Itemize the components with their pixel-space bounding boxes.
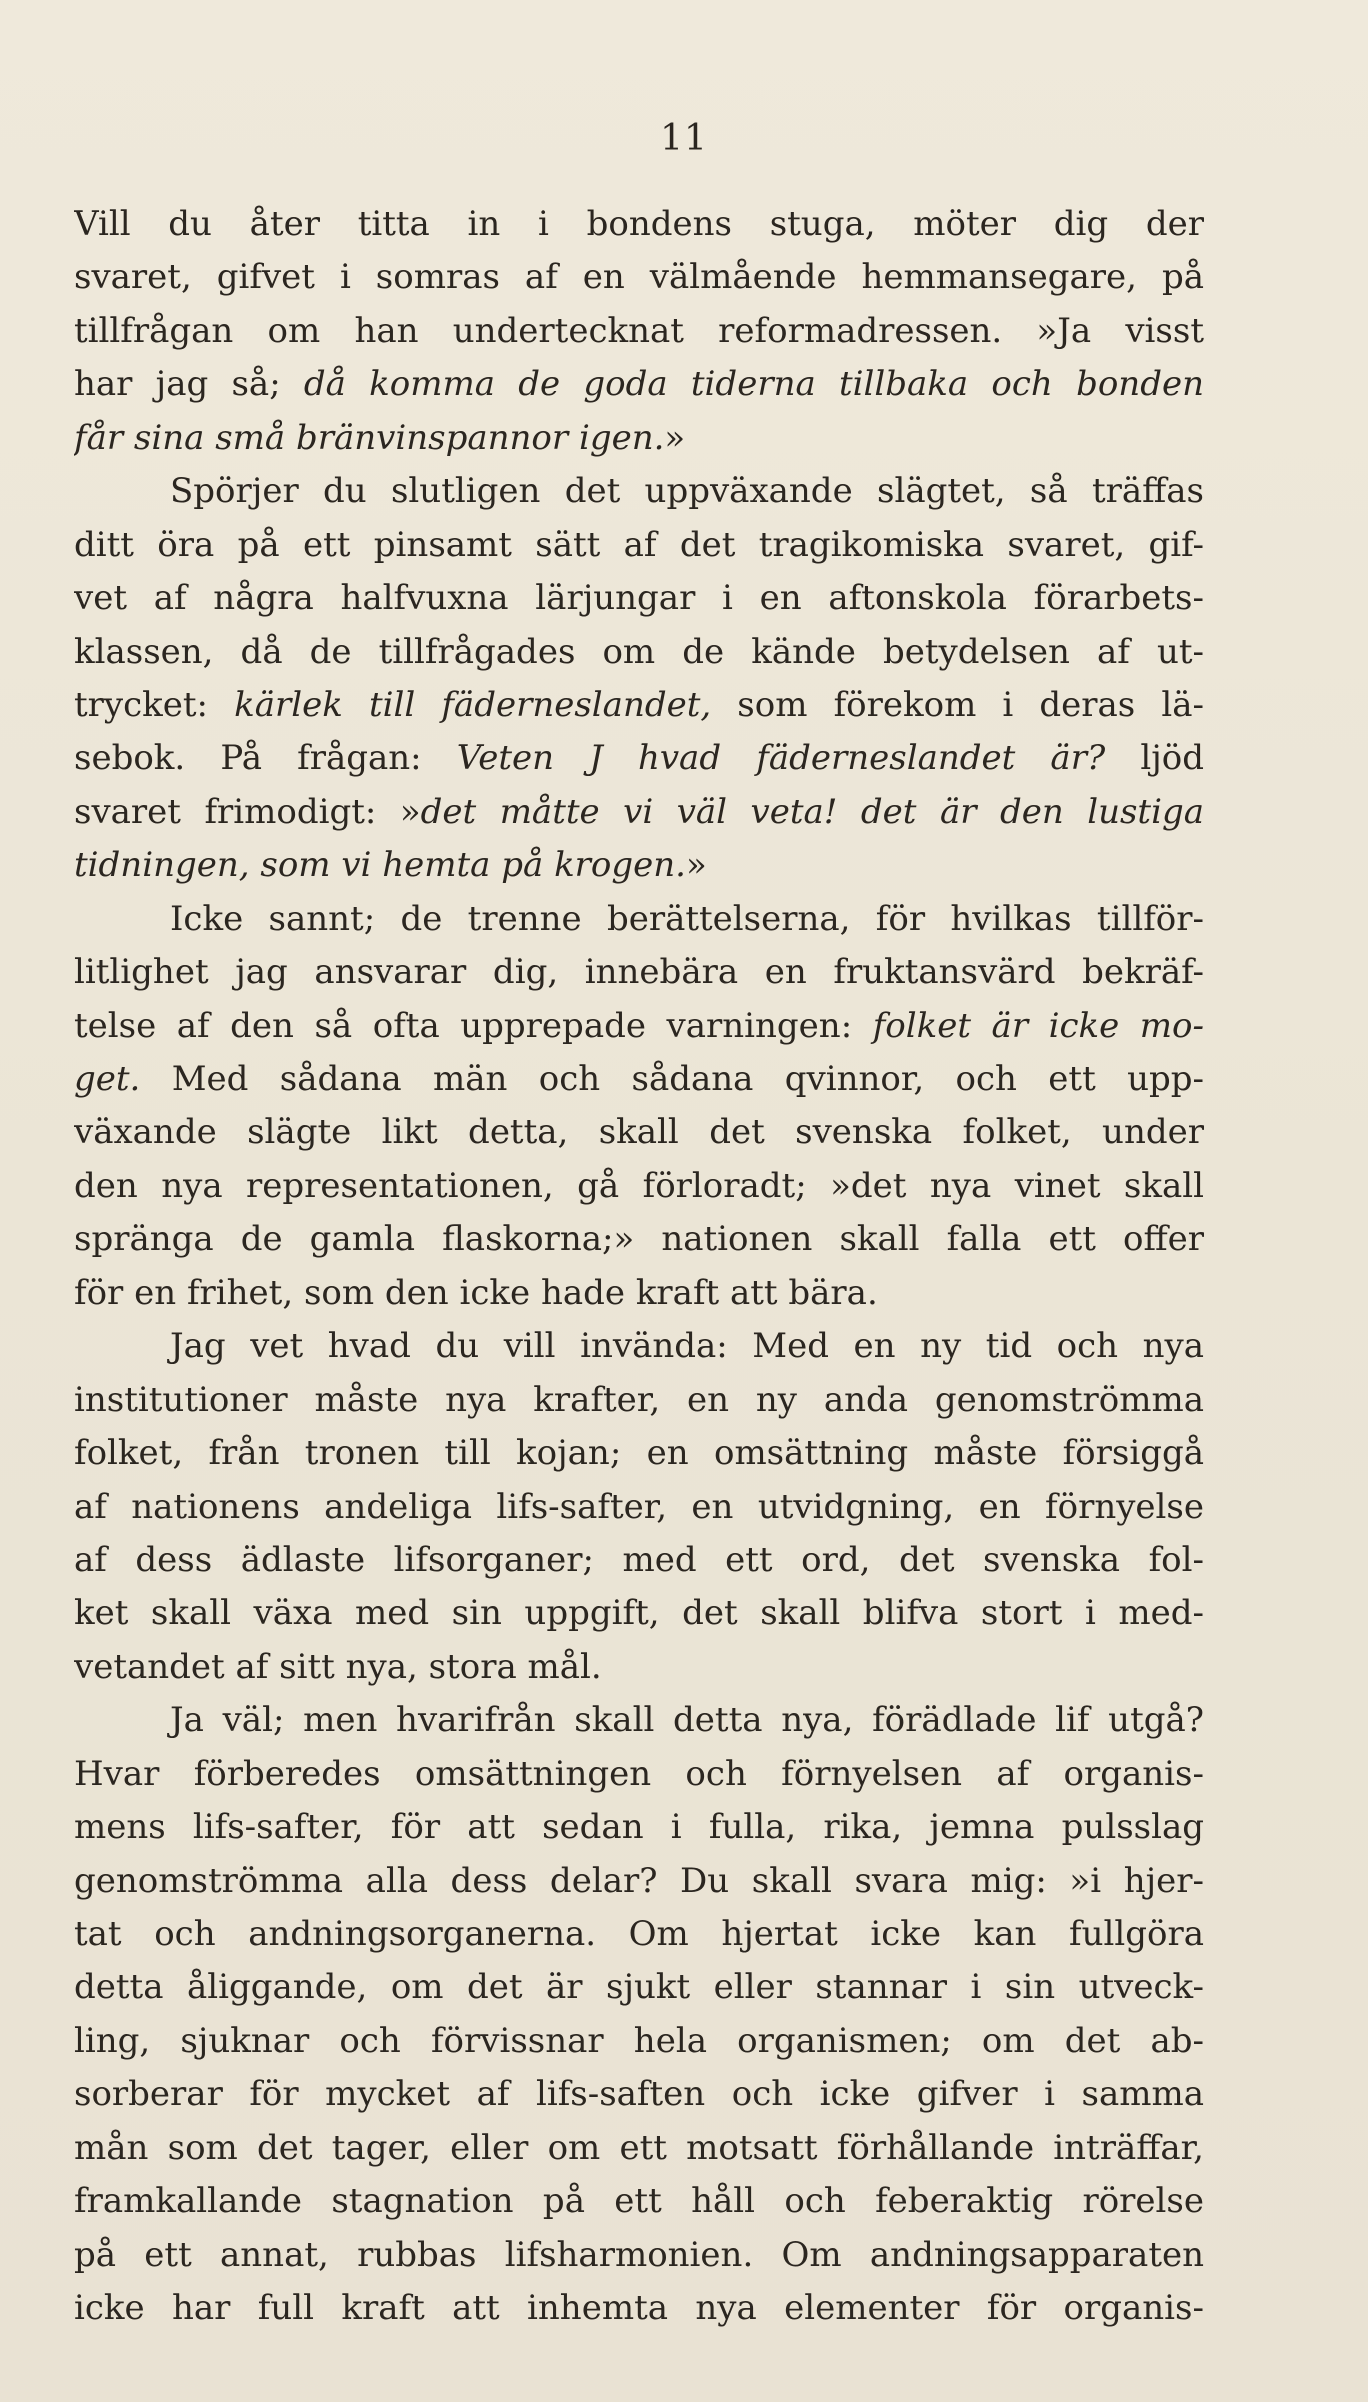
text-line xyxy=(74,1053,1204,1106)
page-number: 11 xyxy=(660,118,708,159)
text-line xyxy=(74,626,1204,679)
text-segment: för en frihet, som den icke hade kraft att bära. xyxy=(74,1272,878,1313)
text-segment: växande slägte likt detta, skall det svenska folket, under xyxy=(74,1112,1204,1153)
text-line xyxy=(74,1267,1204,1320)
text-segment: på ett annat, rubbas lifsharmonien. Om andningsapparaten xyxy=(74,2234,1204,2275)
text-segment: telse af den så ofta upprepade varningen: xyxy=(74,1005,873,1046)
text-segment: svaret, gifvet i somras af en välmående hemmansegare, på xyxy=(74,257,1204,298)
text-segment: » xyxy=(685,845,707,886)
text-line xyxy=(74,1427,1204,1480)
text-line xyxy=(74,2122,1204,2175)
text-segment: ling, sjuknar och förvissnar hela organismen; om det ab- xyxy=(74,2020,1204,2061)
text-line xyxy=(74,1374,1204,1427)
text-line xyxy=(74,358,1204,411)
italic-text: får sina små bränvinspannor igen. xyxy=(74,417,665,458)
text-line xyxy=(74,412,1204,465)
text-segment: af dess ädlaste lifsorganer; med ett ord, det svenska fol- xyxy=(74,1539,1204,1580)
text-segment: af nationens andeliga lifs-safter, en utvidgning, en förnyelse xyxy=(74,1486,1204,1527)
text-segment: ljöd xyxy=(1105,738,1204,779)
text-line xyxy=(74,1855,1204,1908)
text-line xyxy=(74,305,1204,358)
text-segment: Ja väl; men hvarifrån skall detta nya, förädlade lif utgå? xyxy=(170,1700,1204,1741)
text-segment: vetandet af sitt nya, stora mål. xyxy=(74,1646,602,1687)
text-segment: klassen, då de tillfrågades om de kände betydelsen af ut- xyxy=(74,631,1204,672)
text-segment: » xyxy=(664,417,686,458)
text-segment: svaret frimodigt: » xyxy=(74,791,421,832)
text-segment: framkallande stagnation på ett håll och feberaktig rörelse xyxy=(74,2181,1204,2222)
text-line xyxy=(74,1106,1204,1159)
text-segment: mån som det tager, eller om ett motsatt förhållande inträffar, xyxy=(74,2127,1204,2168)
text-line xyxy=(74,786,1204,839)
text-line xyxy=(74,465,1204,518)
text-line xyxy=(74,2015,1204,2068)
text-line xyxy=(74,2175,1204,2228)
text-segment: ket skall växa med sin uppgift, det skall blifva stort i med- xyxy=(74,1593,1204,1634)
italic-text: Veten J hvad fäderneslandet är? xyxy=(456,738,1106,779)
text-line xyxy=(74,1481,1204,1534)
italic-text: folket är icke mo- xyxy=(872,1005,1204,1046)
text-segment: ditt öra på ett pinsamt sätt af det tragikomiska svaret, gif- xyxy=(74,524,1204,565)
text-line xyxy=(74,1000,1204,1053)
text-line xyxy=(74,839,1204,892)
text-line xyxy=(74,2229,1204,2282)
text-line xyxy=(74,1748,1204,1801)
text-line xyxy=(74,2282,1204,2335)
text-line xyxy=(74,1641,1204,1694)
body-text xyxy=(74,198,1204,2336)
text-line xyxy=(74,1213,1204,1266)
text-line xyxy=(74,1534,1204,1587)
text-line xyxy=(74,1587,1204,1640)
text-line xyxy=(74,2068,1204,2121)
italic-text: tidningen, som vi hemta på krogen. xyxy=(74,845,686,886)
text-segment: genomströmma alla dess delar? Du skall svara mig: »i hjer- xyxy=(74,1860,1204,1901)
text-segment: tillfrågan om han undertecknat reformadressen. »Ja visst xyxy=(74,310,1204,351)
text-segment: trycket: xyxy=(74,684,235,725)
text-segment: folket, från tronen till kojan; en omsättning måste försiggå xyxy=(74,1433,1204,1474)
italic-text: då komma de goda tiderna tillbaka och bonden xyxy=(303,364,1204,405)
text-line xyxy=(74,679,1204,732)
text-line xyxy=(74,732,1204,785)
text-segment: Hvar förberedes omsättningen och förnyelsen af organis- xyxy=(74,1753,1204,1794)
text-segment: som förekom i deras lä- xyxy=(711,684,1204,725)
text-line xyxy=(74,1908,1204,1961)
text-segment: Med sådana män och sådana qvinnor, och ett upp- xyxy=(140,1059,1204,1099)
text-segment: har jag så; xyxy=(74,364,304,405)
text-segment: Icke sannt; de trenne berättelserna, för hvilkas tillför- xyxy=(170,898,1204,939)
text-line xyxy=(74,1961,1204,2014)
text-line xyxy=(74,251,1204,304)
italic-text: kärlek till fäderneslandet, xyxy=(234,684,712,725)
text-segment: sorberar för mycket af lifs-saften och icke gifver i samma xyxy=(74,2074,1204,2115)
text-segment: icke har full kraft att inhemta nya elementer för organis- xyxy=(74,2288,1204,2329)
text-line xyxy=(74,198,1204,251)
text-segment: spränga de gamla flaskorna;» nationen skall falla ett offer xyxy=(74,1219,1204,1260)
text-segment: Jag vet hvad du vill invända: Med en ny tid och nya xyxy=(170,1326,1204,1367)
text-line xyxy=(74,1694,1204,1747)
text-segment: vet af några halfvuxna lärjungar i en aftonskola förarbets- xyxy=(74,578,1204,619)
text-segment: litlighet jag ansvarar dig, innebära en fruktansvärd bekräf- xyxy=(74,952,1204,993)
text-line xyxy=(74,1160,1204,1213)
text-segment: detta åliggande, om det är sjukt eller stannar i sin utveck- xyxy=(74,1967,1204,2008)
text-segment: tat och andningsorganerna. Om hjertat icke kan fullgöra xyxy=(74,1914,1204,1954)
text-segment: institutioner måste nya krafter, en ny anda genomströmma xyxy=(74,1379,1204,1420)
italic-text: det måtte vi väl veta! det är den lustiga xyxy=(420,791,1204,832)
text-segment: Spörjer du slutligen det uppväxande slägtet, så träffas xyxy=(170,471,1204,512)
text-line xyxy=(74,893,1204,946)
text-segment: mens lifs-safter, för att sedan i fulla, rika, jemna pulsslag xyxy=(74,1807,1204,1848)
text-line xyxy=(74,519,1204,572)
text-segment: den nya representationen, gå förloradt; »det nya vinet skall xyxy=(74,1165,1204,1206)
italic-text: get. xyxy=(74,1059,141,1099)
text-line xyxy=(74,1320,1204,1373)
text-segment: Vill du åter titta in i bondens stuga, möter dig der xyxy=(74,204,1204,244)
text-segment: sebok. På frågan: xyxy=(74,738,457,779)
text-line xyxy=(74,572,1204,625)
text-line xyxy=(74,946,1204,999)
text-line xyxy=(74,1801,1204,1854)
